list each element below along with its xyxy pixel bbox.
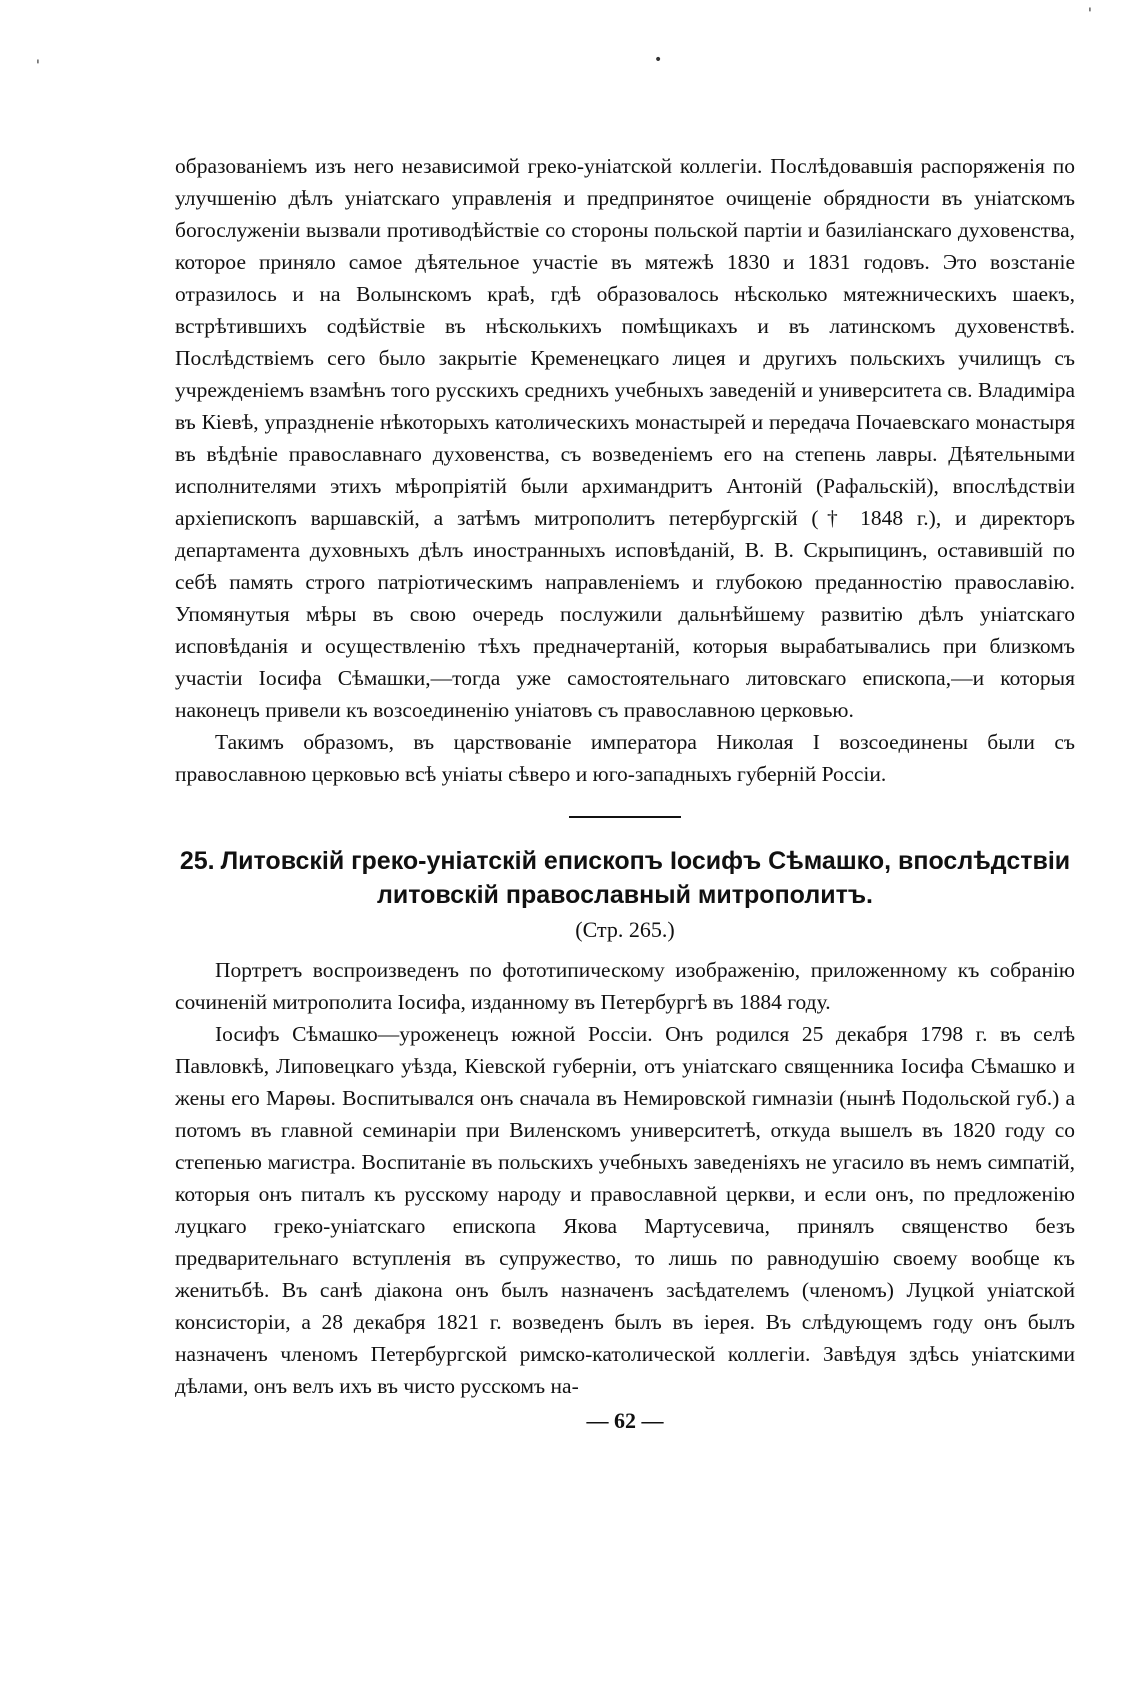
- section-number: 25.: [179, 847, 215, 875]
- section-title: Литовскій греко-уніатскій епископъ Іосифъ Сѣмашко, впослѣдствіи литовскій православный митрополитъ.: [220, 847, 1071, 909]
- body-paragraph: Іосифъ Сѣмашко—уроженецъ южной Россіи. Онъ родился 25 декабря 1798 г. въ селѣ Павловкѣ, Липовецкаго уѣзда, Кіевской губерніи, отъ уніатскаго священника Іосифа Сѣмашко и жены его Марѳы. Воспитывался онъ сначала въ Немировской гимназіи (нынѣ Подольской губ.) а потомъ въ главной семинаріи при Виленскомъ университетѣ, откуда вышелъ въ 1820 году со степенью магистра. Воспитаніе въ польскихъ учебныхъ заведеніяхъ не угасило въ немъ симпатій, которыя онъ питалъ къ русскому народу и православной церкви, и если онъ, по предложенію луцкаго греко-уніатскаго епископа Якова Мартусевича, принялъ священство безъ предварительнаго вступленія въ супружество, то лишь по равнодушію своему вообще къ женитьбѣ. Въ санѣ діакона онъ былъ назначенъ засѣдателемъ (членомъ) Луцкой уніатской консисторіи, а 28 декабря 1821 г. возведенъ былъ въ іерея. Въ слѣдующемъ году онъ былъ назначенъ членомъ Петербургской римско-католической коллегіи. Завѣдуя здѣсь уніатскими дѣлами, онъ велъ ихъ въ чисто русскомъ на-: [175, 1022, 1075, 1398]
- body-paragraph: образованіемъ изъ него независимой греко-уніатской коллегіи. Послѣдовавшія распоряженія по улучшенію дѣлъ уніатскаго управленія и предпринятое очищеніе обрядности въ уніатскомъ богослуженіи вызвали противодѣйствіе со стороны польской партіи и базиліанскаго духовенства, которое приняло самое дѣятельное участіе въ мятежѣ 1830 и 1831 годовъ. Это возстаніе отразилось и на Волынскомъ краѣ, гдѣ образовалось нѣсколько мятежническихъ шаекъ, встрѣтившихъ содѣйствіе въ нѣсколькихъ помѣщикахъ и въ латинскомъ духовенствѣ. Послѣдствіемъ сего было закрытіе Кременецкаго лицея и другихъ польскихъ училищъ съ учрежденіемъ взамѣнъ того русскихъ среднихъ учебныхъ заведеній и университета св. Владиміра въ Кіевѣ, упраздненіе нѣкоторыхъ католическихъ монастырей и передача Почаевскаго монастыря въ вѣдѣніе православнаго духовенства, съ возведеніемъ его на степень лавры. Дѣятельными исполнителями этихъ мѣропріятій были архимандритъ Антоній (Рафальскій), впослѣдствіи архіепископъ варшавскій, а затѣмъ митрополитъ петербургскій († 1848 г.), и директоръ департамента духовныхъ дѣлъ иностранныхъ исповѣданій, В. В. Скрыпицинъ, оставившій по себѣ память строго патріотическимъ направленіемъ и глубокою преданностію православію. Упомянутыя мѣры въ свою очередь послужили дальнѣйшему развитію дѣлъ уніатскаго исповѣданія и осуществленію тѣхъ предначертаній, которыя вырабатывались при близкомъ участіи Іосифа Сѣмашки,—тогда уже самостоятельнаго литовскаго епископа,—и которыя наконецъ привели къ возсоединенію уніатовъ съ православною церковью.: [175, 154, 1075, 722]
- section-divider: [569, 816, 681, 818]
- section-heading: [175, 844, 1075, 912]
- margin-mark-left: ': [36, 58, 40, 74]
- margin-mark-top: •: [654, 52, 663, 68]
- page-content: [175, 150, 1075, 1436]
- body-paragraph: Портретъ воспроизведенъ по фототипическому изображенію, приложенному къ собранію сочиненій митрополита Іосифа, изданному въ Петербургѣ въ 1884 году.: [175, 958, 1075, 1014]
- page-reference: (Стр. 265.): [575, 917, 675, 942]
- body-paragraph: Такимъ образомъ, въ царствованіе императора Николая I возсоединены были съ православною церковью всѣ уніаты сѣверо и юго-западныхъ губерній Россіи.: [175, 730, 1075, 786]
- margin-mark-right: ': [1088, 6, 1092, 22]
- page-number: — 62 —: [586, 1408, 664, 1433]
